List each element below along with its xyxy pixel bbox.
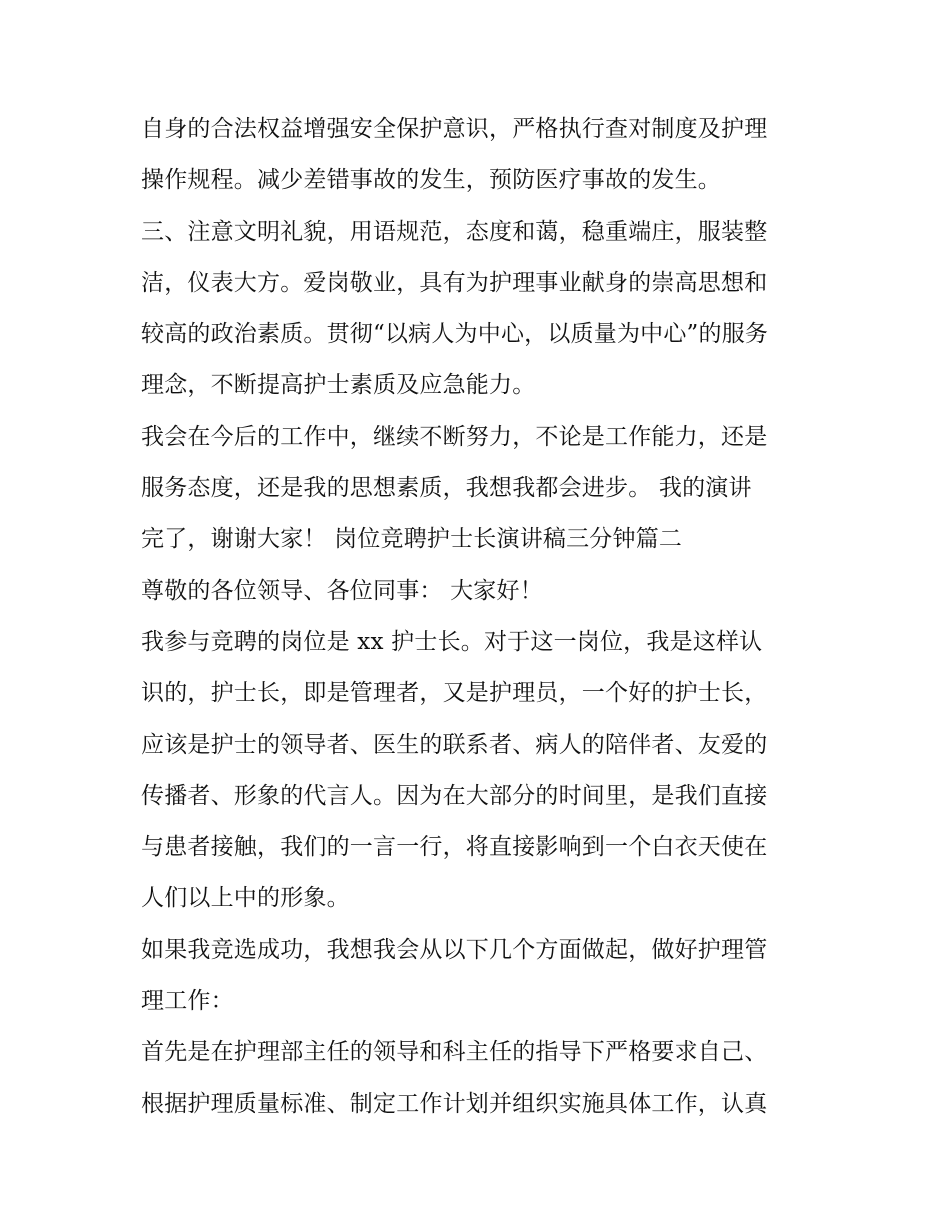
text-line: 我参与竞聘的岗位是 xx 护士长。对于这一岗位，我是这样认 [141,628,763,655]
text-line: 根据护理质量标准、制定工作计划并组织实施具体工作，认真 [141,1090,768,1117]
text-line: 尊敬的各位领导、各位同事： 大家好！ [141,577,543,604]
text-line: 应该是护士的领导者、医生的联系者、病人的陪伴者、友爱的 [141,731,768,758]
text-line: 较高的政治素质。贯彻“以病人为中心，以质量为中心”的服务 [141,321,769,348]
text-line: 洁，仪表大方。爱岗敬业，具有为护理事业献身的崇高思想和 [141,269,768,296]
text-line: 理念，不断提高护士素质及应急能力。 [141,372,536,399]
body-text [141,104,821,1130]
text-line: 理工作： [141,988,234,1015]
text-line: 自身的合法权益增强安全保护意识，严格执行查对制度及护理 [141,116,768,142]
text-line: 识的，护士长，即是管理者，又是护理员，一个好的护士长， [141,680,768,707]
text-line: 我会在今后的工作中，继续不断努力，不论是工作能力，还是 [141,423,768,450]
text-line: 三、注意文明礼貌，用语规范，态度和蔼，稳重端庄，服装整 [141,218,768,245]
text-line: 传播者、形象的代言人。因为在大部分的时间里，是我们直接 [141,782,768,809]
text-line: 服务态度，还是我的思想素质，我想我都会进步。 我的演讲 [141,475,752,502]
text-line: 与患者接触，我们的一言一行，将直接影响到一个白衣天使在 [141,834,768,861]
text-line: 人们以上中的形象。 [141,885,350,912]
text-line: 完了，谢谢大家！ 岗位竞聘护士长演讲稿三分钟篇二 [141,526,683,553]
text-line: 操作规程。减少差错事故的发生，预防医疗事故的发生。 [141,167,721,194]
text-line: 如果我竞选成功，我想我会从以下几个方面做起，做好护理管 [141,936,768,963]
text-line: 首先是在护理部主任的领导和科主任的指导下严格要求自己、 [141,1039,768,1066]
